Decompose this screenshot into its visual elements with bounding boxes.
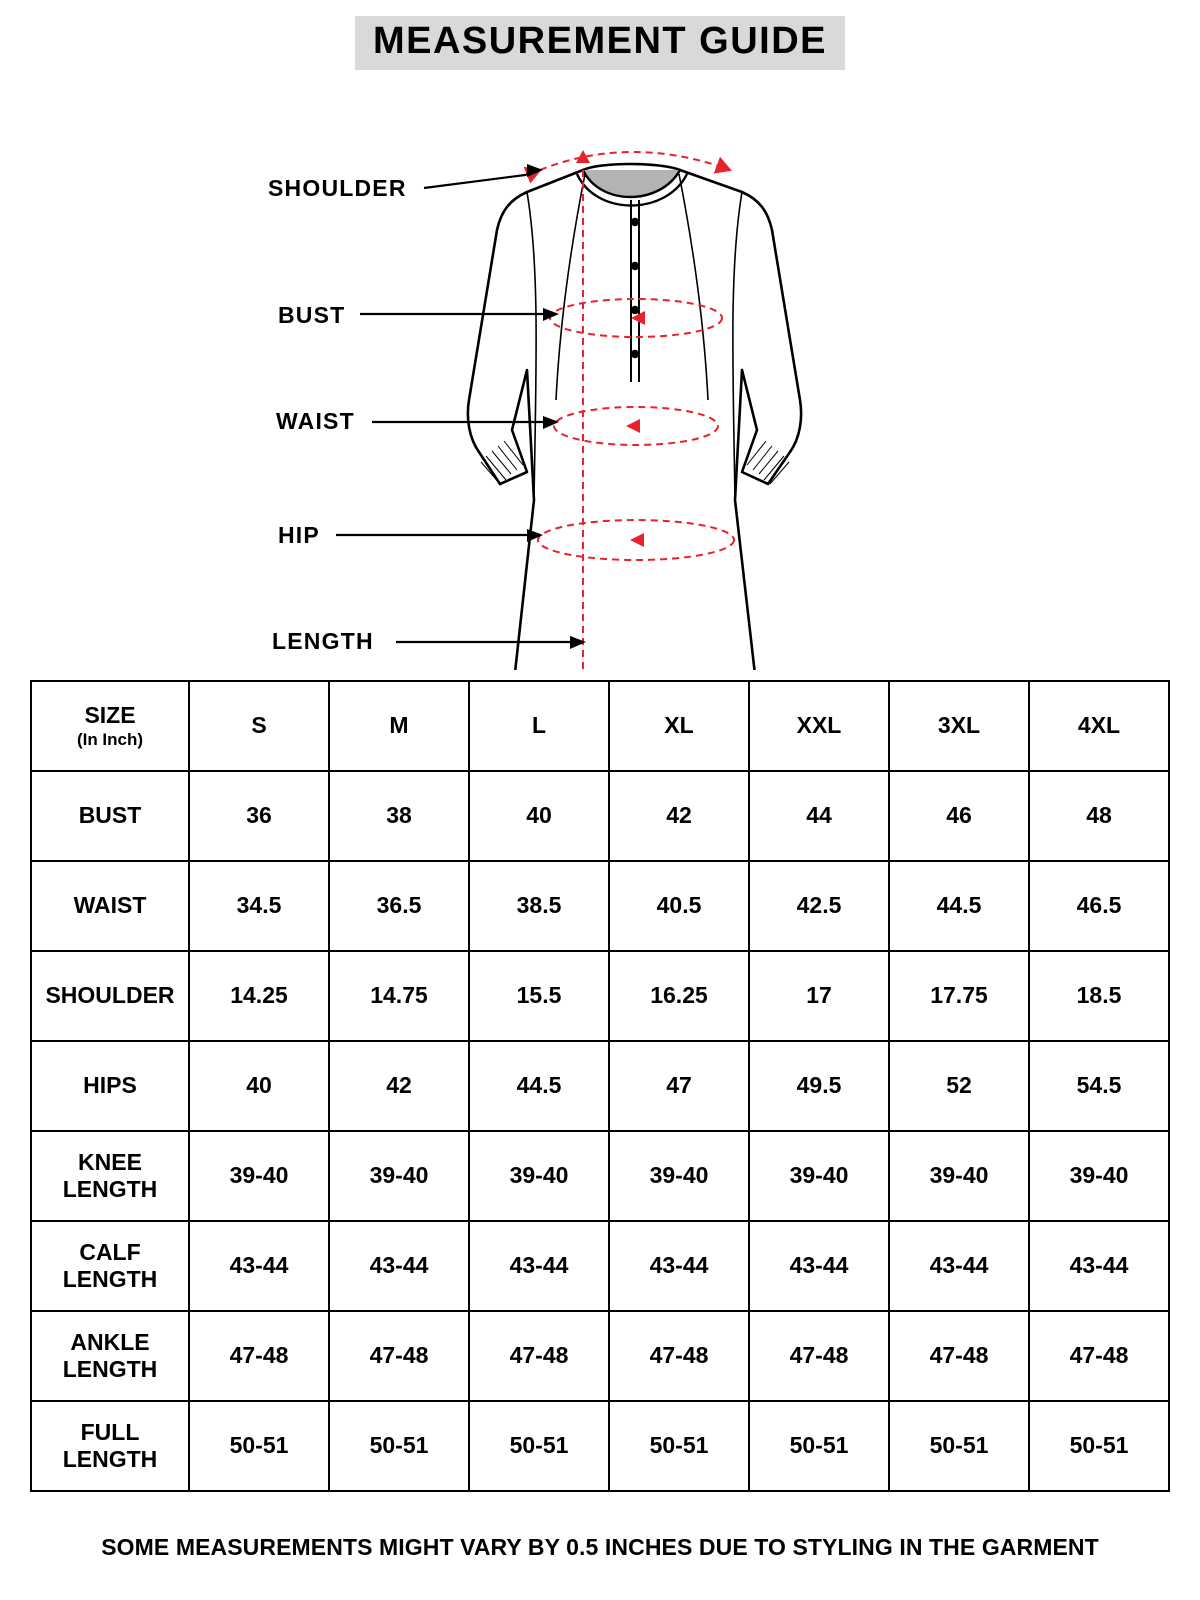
cell-hips-m: 42 [329, 1041, 469, 1131]
cell-calf-xl: 43-44 [609, 1221, 749, 1311]
cell-calf-l: 43-44 [469, 1221, 609, 1311]
cell-calf-3xl: 43-44 [889, 1221, 1029, 1311]
cell-knee-xl: 39-40 [609, 1131, 749, 1221]
header-size-cell [31, 681, 189, 771]
page-title: MEASUREMENT GUIDE [355, 16, 845, 70]
cell-full-xl: 50-51 [609, 1401, 749, 1491]
header-size-4xl: 4XL [1029, 681, 1169, 771]
header-size-3xl: 3XL [889, 681, 1029, 771]
cell-calf-s: 43-44 [189, 1221, 329, 1311]
row-label-text-2: LENGTH [62, 1356, 158, 1382]
callout-label-shoulder: SHOULDER [268, 174, 407, 201]
cell-hips-4xl: 54.5 [1029, 1041, 1169, 1131]
cell-waist-4xl: 46.5 [1029, 861, 1169, 951]
cell-bust-xxl: 44 [749, 771, 889, 861]
table-row [31, 1041, 1169, 1131]
row-label-calf-length [31, 1221, 189, 1311]
cell-calf-4xl: 43-44 [1029, 1221, 1169, 1311]
cell-ankle-s: 47-48 [189, 1311, 329, 1401]
cell-ankle-4xl: 47-48 [1029, 1311, 1169, 1401]
cell-bust-s: 36 [189, 771, 329, 861]
row-label-waist [31, 861, 189, 951]
row-label-text: KNEE [78, 1148, 142, 1175]
cell-waist-s: 34.5 [189, 861, 329, 951]
cell-bust-l: 40 [469, 771, 609, 861]
callout-label-hip: HIP [278, 521, 320, 548]
cell-hips-s: 40 [189, 1041, 329, 1131]
callout-label-bust: BUST [278, 301, 346, 328]
row-label-full-length [31, 1401, 189, 1491]
row-label-text-2: LENGTH [62, 1446, 158, 1472]
cell-shoulder-4xl: 18.5 [1029, 951, 1169, 1041]
table-row [31, 1131, 1169, 1221]
garment-drawing-svg [0, 70, 1200, 670]
cell-hips-xl: 47 [609, 1041, 749, 1131]
row-label-shoulder [31, 951, 189, 1041]
cell-hips-3xl: 52 [889, 1041, 1029, 1131]
callout-label-waist: WAIST [276, 407, 355, 434]
cell-shoulder-xxl: 17 [749, 951, 889, 1041]
table-row [31, 1221, 1169, 1311]
row-label-ankle-length [31, 1311, 189, 1401]
table-row [31, 771, 1169, 861]
cell-knee-l: 39-40 [469, 1131, 609, 1221]
header-size-s: S [189, 681, 329, 771]
cell-bust-m: 38 [329, 771, 469, 861]
header-size-l: L [469, 681, 609, 771]
row-label-text: ANKLE [70, 1328, 150, 1355]
row-label-text: BUST [78, 802, 142, 829]
table-row [31, 1311, 1169, 1401]
cell-bust-xl: 42 [609, 771, 749, 861]
cell-waist-xl: 40.5 [609, 861, 749, 951]
header-size-sub: (In Inch) [76, 729, 144, 749]
cell-shoulder-xl: 16.25 [609, 951, 749, 1041]
table-row [31, 1401, 1169, 1491]
cell-ankle-m: 47-48 [329, 1311, 469, 1401]
size-chart [30, 680, 1170, 1492]
cell-bust-4xl: 48 [1029, 771, 1169, 861]
row-label-text: HIPS [83, 1072, 137, 1099]
footer-note: SOME MEASUREMENTS MIGHT VARY BY 0.5 INCHES DUE TO STYLING IN THE GARMENT [101, 1534, 1099, 1560]
cell-shoulder-m: 14.75 [329, 951, 469, 1041]
kurta-outline [468, 164, 801, 670]
cell-calf-xxl: 43-44 [749, 1221, 889, 1311]
cell-ankle-xl: 47-48 [609, 1311, 749, 1401]
row-label-knee-length [31, 1131, 189, 1221]
row-label-text: WAIST [73, 892, 147, 919]
cell-knee-3xl: 39-40 [889, 1131, 1029, 1221]
cell-full-s: 50-51 [189, 1401, 329, 1491]
cell-waist-m: 36.5 [329, 861, 469, 951]
table-row [31, 861, 1169, 951]
header-size-main: SIZE [84, 702, 136, 729]
cell-knee-4xl: 39-40 [1029, 1131, 1169, 1221]
row-label-text-2: LENGTH [62, 1266, 158, 1292]
row-label-hips [31, 1041, 189, 1131]
cell-waist-3xl: 44.5 [889, 861, 1029, 951]
cell-knee-s: 39-40 [189, 1131, 329, 1221]
size-table [30, 680, 1170, 1492]
header-size-xl: XL [609, 681, 749, 771]
cell-full-3xl: 50-51 [889, 1401, 1029, 1491]
cell-ankle-l: 47-48 [469, 1311, 609, 1401]
cell-shoulder-3xl: 17.75 [889, 951, 1029, 1041]
cell-full-m: 50-51 [329, 1401, 469, 1491]
cell-hips-l: 44.5 [469, 1041, 609, 1131]
row-label-text: SHOULDER [45, 982, 175, 1009]
table-header-row [31, 681, 1169, 771]
row-label-text: CALF [79, 1238, 141, 1265]
header-size-xxl: XXL [749, 681, 889, 771]
cell-full-4xl: 50-51 [1029, 1401, 1169, 1491]
row-label-text: FULL [80, 1418, 140, 1445]
cell-hips-xxl: 49.5 [749, 1041, 889, 1131]
row-label-text-2: LENGTH [62, 1176, 158, 1202]
title-bar [0, 0, 1200, 70]
cell-knee-xxl: 39-40 [749, 1131, 889, 1221]
cell-full-l: 50-51 [469, 1401, 609, 1491]
garment-illustration [0, 70, 1200, 670]
cell-bust-3xl: 46 [889, 771, 1029, 861]
callout-label-length: LENGTH [272, 627, 374, 654]
row-label-bust [31, 771, 189, 861]
cell-knee-m: 39-40 [329, 1131, 469, 1221]
header-size-m: M [329, 681, 469, 771]
cell-calf-m: 43-44 [329, 1221, 469, 1311]
table-row [31, 951, 1169, 1041]
cell-ankle-3xl: 47-48 [889, 1311, 1029, 1401]
cell-shoulder-s: 14.25 [189, 951, 329, 1041]
cell-full-xxl: 50-51 [749, 1401, 889, 1491]
cell-waist-l: 38.5 [469, 861, 609, 951]
cell-waist-xxl: 42.5 [749, 861, 889, 951]
cell-ankle-xxl: 47-48 [749, 1311, 889, 1401]
cell-shoulder-l: 15.5 [469, 951, 609, 1041]
